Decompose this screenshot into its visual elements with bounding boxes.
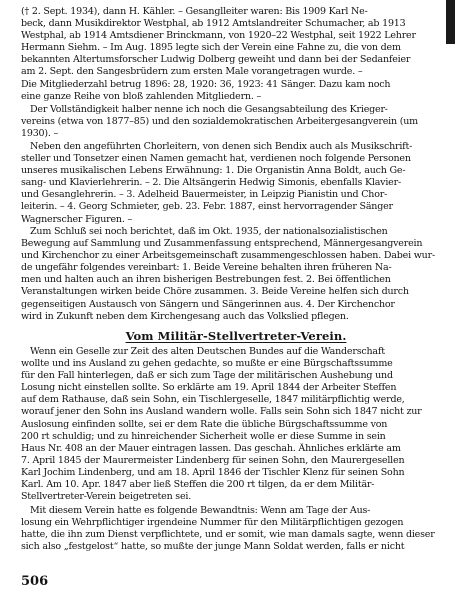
text-line: Wenn ein Geselle zur Zeit des alten Deutschen Bundes auf die Wanderschaft: [30, 346, 385, 357]
text-line: sang- und Klavierlehrerin. – 2. Die Altsängerin Hedwig Simonis, ebenfalls Klavier-: [21, 177, 401, 189]
text-line: gegenseitigen Austausch von Sängern und Sängerinnen aus. 4. Der Kirchenchor: [21, 298, 395, 310]
text-line: Der Vollständigkeit halber nenne ich noch die Gesangsabteilung des Krieger-: [30, 104, 388, 115]
text-line: Karl Jochim Lindenberg, und am 18. April 1846 der Tischler Klenz für seinen Sohn: [21, 466, 405, 478]
text-line: Westphal, ab 1914 Amtsdiener Brinckmann, von 1920–22 Westphal, seit 1922 Lehrer: [21, 30, 416, 42]
text-line: losung ein Wehrpflichtiger irgendeine Nummer für den Militärpflichtigen gezogen: [21, 517, 404, 529]
text-line: vereins (etwa von 1877–85) und den sozialdemokratischen Arbeitergesangverein (um: [21, 116, 418, 128]
paragraph-choir-leaders: [21, 6, 451, 103]
text-line: Losung nicht einstellen sollte. So erklärte am 19. April 1844 der Arbeiter Steffen: [21, 382, 397, 394]
text-line: sich also „festgelost“ hatte, so mußte der junge Mann Soldat werden, falls er nicht: [21, 541, 405, 553]
section-heading-text: Vom Militär-Stellvertreter-Verein.: [125, 329, 347, 343]
text-line: auf dem Rathause, daß sein Sohn, ein Tischlergeselle, 1847 militärpflichtig werde,: [21, 394, 405, 406]
text-line: de ungefähr folgendes vereinbart: 1. Beide Vereine behalten ihren früheren Na-: [21, 262, 392, 274]
section-heading: [21, 329, 451, 343]
text-line: († 2. Sept. 1934), dann H. Kähler. – Gesanglleiter waren: Bis 1909 Karl Ne-: [21, 6, 368, 17]
text-line: am 2. Sept. den Sangesbrüdern zum ersten Male vorangetragen wurde. –: [21, 66, 363, 78]
text-line: und Kirchenchor zu einer Arbeitsgemeinschaft zusammengeschlossen haben. Dabei wur-: [21, 250, 435, 262]
text-line: men und halten auch an ihren bisherigen Bestrebungen fest. 2. Bei öffentlichen: [21, 274, 391, 286]
text-line: 7. April 1845 der Maurermeister Lindenberg für seinen Sohn, den Maurergesellen: [21, 454, 405, 466]
text-line: Die Mitgliederzahl betrug 1896: 28, 1920: 36, 1923: 41 Sänger. Dazu kam noch: [21, 78, 391, 90]
paragraph-association-explanation: [21, 505, 451, 553]
text-line: unseres musikalischen Lebens Erwähnung: 1. Die Organistin Anna Boldt, auch Ge-: [21, 165, 406, 177]
text-line: Wagnerscher Figuren. –: [21, 213, 133, 225]
paragraph-other-choirs: [21, 104, 451, 140]
text-line: worauf jener den Sohn ins Ausland wandern wolle. Falls sein Sohn sich 1847 nicht zur: [21, 406, 422, 418]
text-line: leiterin. – 4. Georg Schmieter, geb. 23. Febr. 1887, einst hervorragender Sänger: [21, 201, 393, 213]
paragraph-working-group: [21, 226, 451, 323]
text-line: Veranstaltungen wirken beide Chöre zusammen. 3. Beide Vereine helfen sich durch: [21, 286, 409, 298]
text-line: und Gesanglehrerin. – 3. Adelheid Bauermeister, in Leipzig Pianistin und Chor-: [21, 189, 388, 201]
text-line: Haus Nr. 408 an der Mauer eintragen lassen. Das geschah. Ähnliches erklärte am: [21, 442, 401, 454]
text-line: Mit diesem Verein hatte es folgende Bewandtnis: Wenn am Tage der Aus-: [30, 505, 371, 516]
text-line: für den Fall hinterlegen, daß er sich zum Tage der militärischen Aushebung und: [21, 370, 393, 382]
text-line: Neben den angeführten Chorleitern, von denen sich Bendix auch als Musikschrift-: [30, 141, 413, 152]
text-line: 1930). –: [21, 128, 59, 140]
text-line: Karl. Am 10. Apr. 1847 aber ließ Steffen die 200 rt tilgen, da er dem Militär-: [21, 479, 375, 491]
paragraph-surety-sum: [21, 346, 451, 503]
text-line: wird in Zukunft neben dem Kirchengesang auch das Volkslied pflegen.: [21, 310, 349, 322]
text-line: steller und Tonsetzer einen Namen gemacht hat, verdienen noch folgende Personen: [21, 153, 411, 165]
page-number: 506: [21, 574, 49, 589]
text-line: Hermann Siehm. – Im Aug. 1895 legte sich der Verein eine Fahne zu, die von dem: [21, 42, 401, 54]
text-line: Auslosung einfinden sollte, sei er dem Rate die übliche Bürgschaftssumme von: [21, 418, 388, 430]
text-line: eine ganze Reihe von bloß zahlenden Mitgliedern. –: [21, 90, 262, 102]
text-line: Bewegung auf Sammlung und Zusammenfassung entsprechend, Männergesangverein: [21, 238, 423, 250]
text-line: 200 rt schuldig; und zu hinreichender Sicherheit wolle er diese Summe in sein: [21, 430, 386, 442]
text-line: Zum Schluß sei noch berichtet, daß im Okt. 1935, der nationalsozialistischen: [30, 226, 388, 237]
text-line: bekannten Altertumsforscher Ludwig Dolberg geweiht und dann bei der Sedanfeier: [21, 54, 411, 66]
text-line: wollte und ins Ausland zu gehen gedachte, so mußte er eine Bürgschaftssumme: [21, 358, 393, 370]
paragraph-musical-persons: [21, 141, 451, 226]
text-line: hatte, die ihn zum Dienst verpflichtete, und er somit, wie man damals sagte, wenn dieser: [21, 529, 435, 541]
text-line: Stellvertreter-Verein beigetreten sei.: [21, 491, 192, 503]
text-line: beck, dann Musikdirektor Westphal, ab 1912 Amtslandreiter Schumacher, ab 1913: [21, 18, 406, 30]
